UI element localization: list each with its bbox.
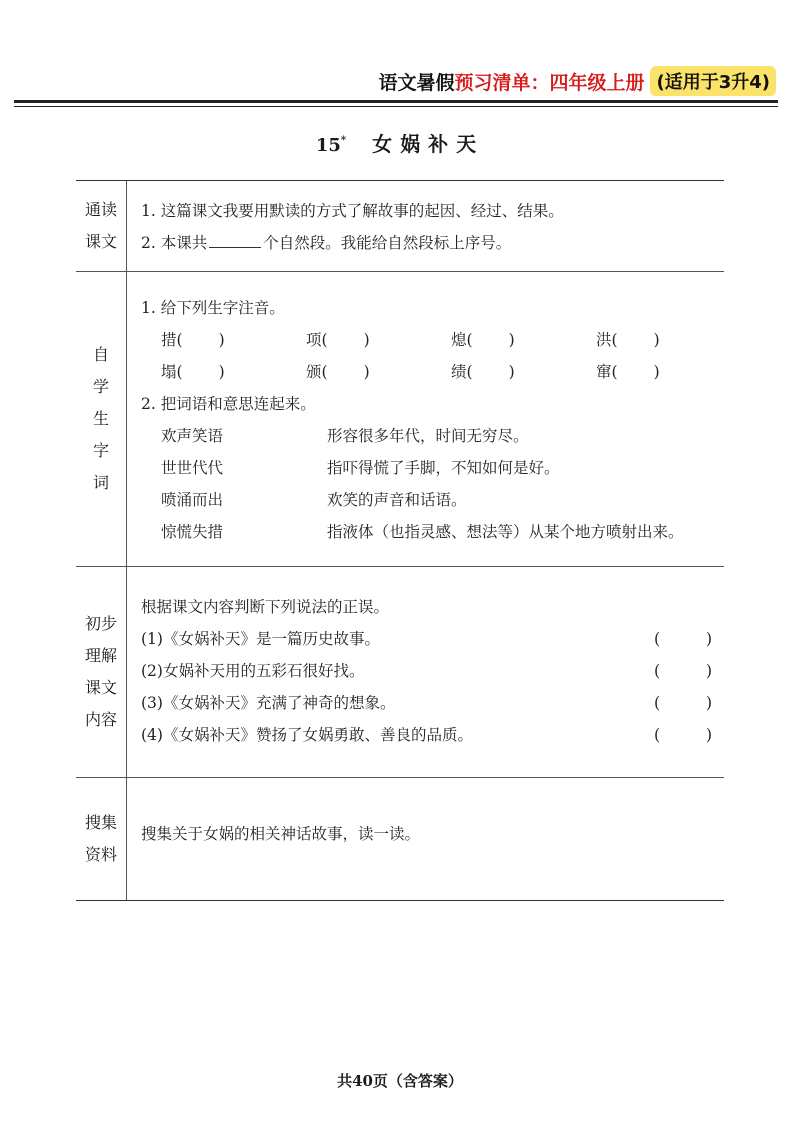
match-meaning[interactable]: 形容很多年代，时间无穷尽。 (327, 427, 529, 445)
judge-answer-box[interactable]: ( ) (654, 694, 712, 712)
vocab-q2: 2. 把词语和意思连起来。 (141, 395, 316, 413)
header-rule-thin (14, 106, 778, 107)
judge-answer-box[interactable]: ( ) (654, 630, 712, 648)
label-line: 课文 (84, 678, 117, 697)
match-row (141, 452, 741, 484)
pinyin-row-2 (141, 356, 741, 388)
lesson-name: 女娲补天 (372, 132, 485, 156)
match-row (141, 484, 741, 516)
pinyin-item[interactable]: 洪( ) (596, 331, 660, 349)
paragraph-count-blank[interactable] (209, 229, 261, 248)
pinyin-row-1 (141, 324, 741, 356)
label-line: 资料 (84, 845, 117, 864)
lesson-star: * (340, 135, 347, 147)
judge-answer-box[interactable]: ( ) (654, 726, 712, 744)
pinyin-item[interactable]: 措( ) (161, 331, 225, 349)
read-item-2 (141, 227, 724, 259)
pinyin-item[interactable]: 项( ) (306, 331, 370, 349)
pinyin-item[interactable]: 塌( ) (161, 363, 225, 381)
label-char: 学 (92, 377, 109, 396)
label-char: 自 (92, 345, 109, 364)
header-subject: 语文暑假 (378, 71, 455, 94)
section-vocab-content (127, 272, 741, 566)
judge-item (141, 655, 724, 687)
label-char: 生 (92, 409, 109, 428)
label-char: 词 (92, 473, 109, 492)
lesson-number: 15 (315, 135, 341, 156)
read-item-2-suffix: 个自然段。我能给自然段标上序号。 (263, 234, 512, 252)
match-word[interactable]: 欢声笑语 (161, 427, 224, 445)
section-read-label (76, 181, 127, 271)
judge-item (141, 719, 724, 751)
page-header (378, 64, 776, 98)
section-read-content (127, 181, 724, 271)
header-rule-thick (14, 100, 778, 103)
label-line: 通读 (84, 200, 117, 219)
match-meaning[interactable]: 指液体（也指灵感、想法等）从某个地方喷射出来。 (327, 523, 684, 541)
match-word[interactable]: 世世代代 (161, 459, 224, 477)
section-collect-content (127, 778, 724, 900)
pinyin-item[interactable]: 窜( ) (596, 363, 660, 381)
match-word[interactable]: 喷涌而出 (161, 491, 224, 509)
section-judge-label (76, 567, 127, 777)
vocab-q1: 1. 给下列生字注音。 (141, 299, 285, 317)
judge-statement: (3)《女娲补天》充满了神奇的想象。 (141, 694, 396, 712)
section-vocab-label (76, 272, 127, 566)
section-vocab (76, 272, 724, 567)
pinyin-item[interactable]: 颁( ) (306, 363, 370, 381)
judge-item (141, 623, 724, 655)
pinyin-item[interactable]: 熄( ) (451, 331, 515, 349)
pinyin-item[interactable]: 绩( ) (451, 363, 515, 381)
label-line: 搜集 (84, 813, 117, 832)
judge-statement: (1)《女娲补天》是一篇历史故事。 (141, 630, 380, 648)
section-collect (76, 778, 724, 900)
section-read (76, 181, 724, 272)
section-collect-label (76, 778, 127, 900)
section-judge (76, 567, 724, 778)
page-footer: 共40页（含答案） (337, 1072, 463, 1090)
collect-text: 搜集关于女娲的相关神话故事，读一读。 (141, 825, 421, 843)
header-grade-badge: (适用于3升4) (650, 66, 776, 96)
label-char: 字 (92, 441, 109, 460)
label-line: 理解 (84, 646, 117, 665)
match-meaning[interactable]: 指吓得慌了手脚，不知如何是好。 (327, 459, 560, 477)
match-row (141, 516, 741, 548)
label-line: 课文 (84, 232, 117, 251)
judge-statement: (2)女娲补天用的五彩石很好找。 (141, 662, 365, 680)
section-judge-content (127, 567, 724, 777)
lesson-title (0, 128, 800, 157)
judge-statement: (4)《女娲补天》赞扬了女娲勇敢、善良的品质。 (141, 726, 473, 744)
match-row (141, 420, 741, 452)
match-meaning[interactable]: 欢笑的声音和话语。 (327, 491, 467, 509)
judge-answer-box[interactable]: ( ) (654, 662, 712, 680)
label-line: 内容 (84, 710, 117, 729)
header-list-title: 预习清单：四年级上册 (454, 71, 645, 94)
judge-intro: 根据课文内容判断下列说法的正误。 (141, 598, 390, 616)
read-item-2-prefix: 2. 本课共 (141, 234, 208, 252)
judge-item (141, 687, 724, 719)
label-line: 初步 (84, 614, 117, 633)
read-item-1: 1. 这篇课文我要用默读的方式了解故事的起因、经过、结果。 (141, 202, 564, 220)
preview-table (76, 180, 724, 901)
match-word[interactable]: 惊慌失措 (161, 523, 224, 541)
